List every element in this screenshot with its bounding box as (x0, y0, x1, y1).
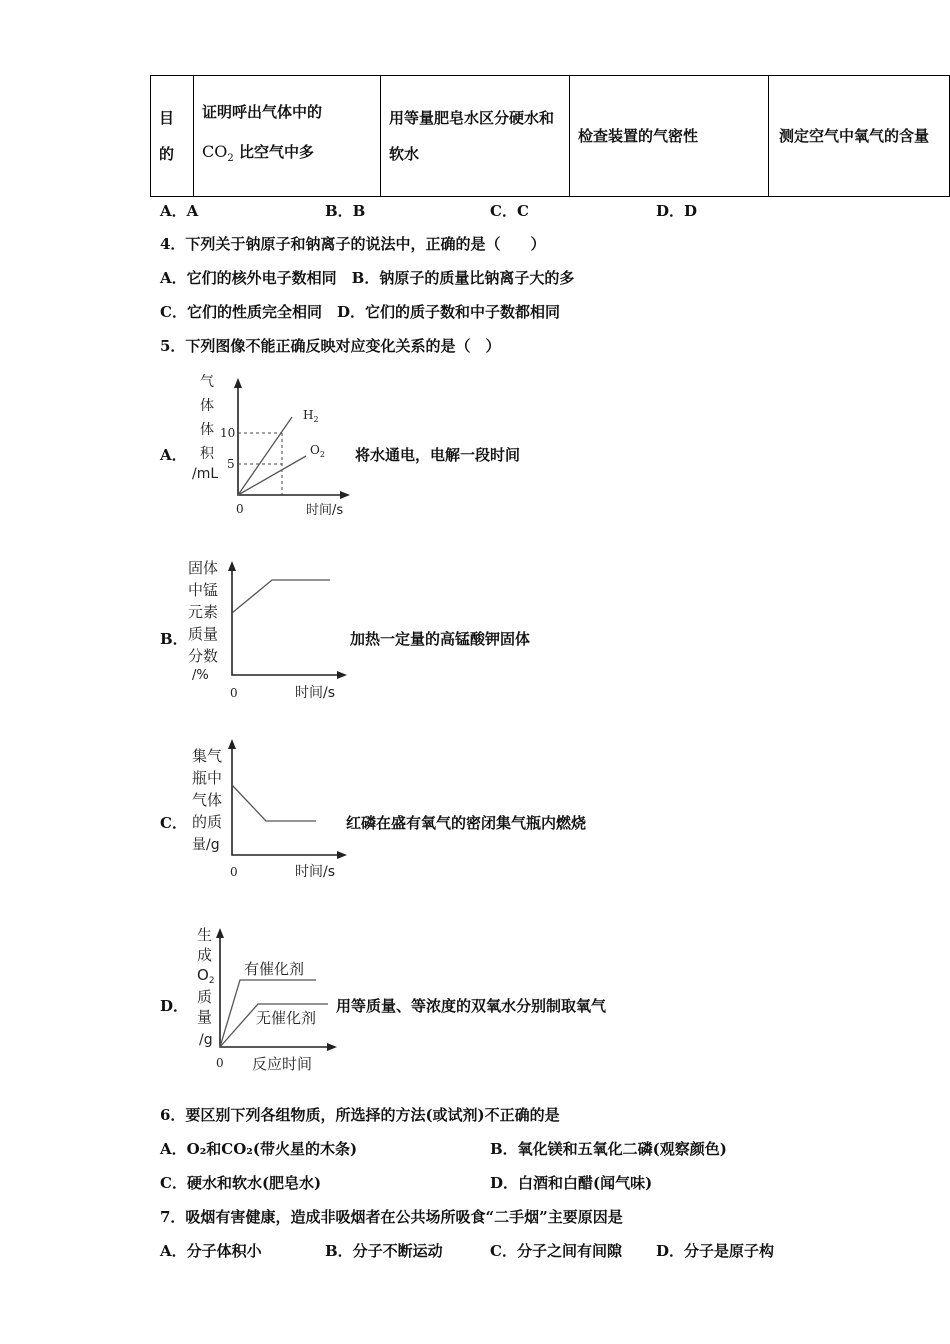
cell-option-a (194, 76, 381, 197)
q5-option-a-letter: A． (160, 446, 187, 464)
q5-stem: 5．下列图像不能正确反映对应变化关系的是（ ） (160, 337, 501, 355)
experiment-table (150, 75, 950, 197)
graph-b-ylabel-5: /% (192, 668, 209, 683)
cell-option-c (570, 76, 769, 197)
graph-b-axes (232, 565, 342, 675)
graph-c-svg (180, 735, 350, 885)
graph-a-series-o2: $O_2$ (310, 443, 325, 459)
cell-option-d (769, 76, 950, 197)
graph-c-curve (232, 785, 316, 821)
q6-option-c: C．硬水和软水(肥皂水) (160, 1174, 322, 1192)
graph-b-ylabel-0: 固体 (188, 559, 219, 577)
graph-a-ylabel-0: 气 (200, 374, 214, 390)
q4-options-line2: C．它们的性质完全相同 D．它们的质子数和中子数都相同 (160, 303, 560, 321)
q6-option-a: A．O₂和CO₂(带火星的木条) (160, 1140, 358, 1158)
graph-d-ylabel-3: 质 (197, 988, 213, 1006)
graph-c (180, 735, 350, 885)
graph-d-origin: 0 (216, 1056, 224, 1070)
graph-c-ylabel-3: 的质 (192, 813, 223, 831)
cell-option-b (381, 76, 570, 197)
graph-d-xarrow (327, 1043, 337, 1051)
table-row (151, 76, 950, 197)
graph-d-xlabel: 反应时间 (252, 1055, 313, 1073)
graph-b-ylabel-2: 元素 (188, 603, 219, 621)
graph-b-ylabel-1: 中锰 (188, 581, 219, 599)
graph-c-yarrow (228, 739, 236, 749)
graph-a-ylabel-4: /mL (192, 466, 219, 482)
graph-b-yarrow (228, 561, 236, 571)
q3-option-d: D．D (656, 202, 698, 220)
graph-a-xlabel: 时间/s (306, 503, 344, 518)
q7-option-a: A．分子体积小 (160, 1242, 262, 1260)
graph-b-xlabel: 时间/s (295, 685, 336, 701)
graph-b-origin: 0 (230, 686, 238, 700)
q7-option-b: B．分子不断运动 (325, 1242, 443, 1260)
row-header-cell (151, 76, 194, 197)
graph-a-yarrow (234, 378, 242, 388)
cell-a-line2: 比空气中多 (238, 143, 314, 162)
graph-d-ylabel-5: /g (199, 1032, 213, 1048)
graph-a-tick-10: 10 (220, 426, 236, 440)
q7-stem: 7．吸烟有害健康，造成非吸烟者在公共场所吸食“二手烟”主要原因是 (160, 1208, 623, 1226)
co2-formula: $CO_2$ (202, 142, 234, 165)
cell-b-text: 用等量肥皂水区分硬水和软水 (389, 109, 555, 163)
q3-option-c: C．C (490, 202, 529, 220)
graph-c-ylabel-4: 量/g (192, 837, 220, 853)
graph-c-ylabel-0: 集气 (192, 747, 223, 765)
cell-a-line1: 证明呼出气体中的 (202, 103, 323, 122)
q7-option-d: D．分子是原子构 (656, 1242, 775, 1260)
graph-c-xlabel: 时间/s (295, 864, 336, 880)
q3-option-a: A．A (160, 202, 199, 220)
q6-option-b: B．氧化镁和五氧化二磷(观察颜色) (490, 1140, 727, 1158)
graph-a (180, 370, 360, 520)
graph-b-ylabel-3: 质量 (188, 625, 219, 643)
graph-a-series-h2: $H_2$ (303, 408, 319, 424)
graph-d-series-nocatalyst: 无催化剂 (256, 1009, 317, 1027)
graph-a-h2-line (238, 417, 292, 495)
graph-c-axes (232, 743, 342, 855)
graph-a-o2-line (238, 456, 306, 495)
graph-a-xarrow (340, 491, 350, 499)
graph-a-axes (238, 382, 345, 495)
q6-stem: 6．要区别下列各组物质，所选择的方法(或试剂)不正确的是 (160, 1106, 560, 1124)
graph-a-ylabel-1: 体 (200, 398, 214, 414)
q5-option-c-letter: C． (160, 814, 187, 832)
graph-d-ylabel-4: 量 (197, 1008, 213, 1026)
q5-option-a-desc: 将水通电，电解一段时间 (355, 446, 521, 464)
q4-stem: 4．下列关于钠原子和钠离子的说法中，正确的是（ ） (160, 235, 546, 253)
graph-a-origin: 0 (236, 502, 244, 516)
graph-d-ylabel-2: $O_2$ (197, 966, 215, 986)
graph-c-ylabel-1: 瓶中 (192, 769, 223, 787)
graph-b-xarrow (337, 671, 347, 679)
q5-option-b-letter: B． (160, 630, 188, 648)
cell-d-text: 测定空气中氧气的含量 (779, 127, 930, 145)
graph-b-svg (180, 555, 350, 705)
q5-option-d-desc: 用等质量、等浓度的双氧水分别制取氧气 (336, 997, 607, 1015)
q3-option-b: B．B (325, 202, 366, 220)
graph-d (180, 922, 340, 1077)
cell-a-line2-wrap (202, 139, 372, 172)
q5-option-c-desc: 红磷在盛有氧气的密闭集气瓶内燃烧 (346, 814, 587, 832)
row-header: 目的 (159, 109, 175, 163)
graph-b (180, 555, 350, 705)
q6-option-d: D．白酒和白醋(闻气味) (490, 1174, 653, 1192)
graph-c-ylabel-2: 气体 (192, 791, 223, 809)
graph-b-curve (232, 580, 330, 613)
graph-c-xarrow (337, 851, 347, 859)
graph-a-svg (180, 370, 360, 520)
graph-a-ylabel-2: 体 (200, 422, 214, 438)
graph-c-origin: 0 (230, 865, 238, 879)
graph-d-ylabel-1: 成 (197, 946, 213, 964)
q5-option-d-letter: D． (160, 997, 189, 1015)
graph-d-ylabel-0: 生 (197, 926, 213, 944)
graph-d-series-catalyst: 有催化剂 (244, 960, 305, 978)
graph-a-tick-5: 5 (227, 457, 235, 471)
q4-options-line1: A．它们的核外电子数相同 B．钠原子的质量比钠离子大的多 (160, 269, 575, 287)
cell-c-text: 检查装置的气密性 (578, 127, 699, 145)
graph-d-svg (180, 922, 340, 1077)
q5-option-b-desc: 加热一定量的高锰酸钾固体 (350, 630, 531, 648)
graph-a-ylabel-3: 积 (200, 446, 214, 462)
q7-option-c: C．分子之间有间隙 (490, 1242, 622, 1260)
graph-b-ylabel-4: 分数 (188, 647, 219, 665)
graph-d-yarrow (216, 928, 224, 938)
